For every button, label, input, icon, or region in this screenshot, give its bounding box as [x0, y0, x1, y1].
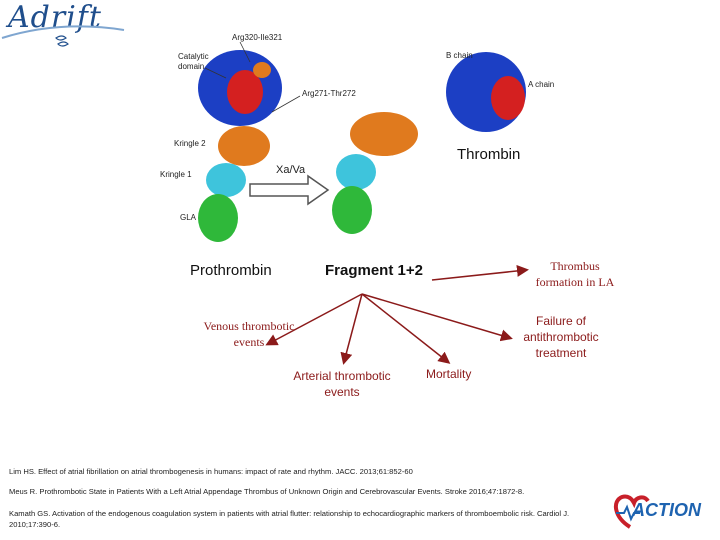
arrow-to-mortality	[362, 294, 448, 362]
action-logo-text: ACTION	[632, 500, 701, 520]
gla-label: GLA	[180, 213, 197, 222]
reference-3: Kamath GS. Activation of the endogenous coagulation system in patients with atrial flutter: relationship to echocardiographic markers of thromboembolic risk. Cardiol J. 2010;17:390-6.	[9, 509, 570, 529]
thrombin-label: Thrombin	[457, 146, 521, 163]
kringle2-label: Kringle 2	[174, 139, 206, 148]
fragment-gla-blob	[332, 186, 372, 234]
catalytic-line-1: Catalytic	[178, 52, 209, 61]
catalytic-domain-label	[178, 52, 209, 72]
thrombin-a-chain-blob	[491, 76, 525, 120]
thrombin-molecule	[446, 52, 526, 132]
prothrombin-label: Prothrombin	[190, 262, 272, 279]
prothrombin-molecule	[198, 50, 282, 242]
fragment-molecule	[332, 112, 418, 234]
arrow-to-arterial	[344, 294, 362, 362]
gla-blob	[198, 194, 238, 242]
a-chain-label: A chain	[528, 80, 555, 89]
kringle1-label: Kringle 1	[160, 170, 192, 179]
arterial-events-label: Arterial thrombotic events	[293, 369, 391, 399]
thrombus-formation-label: Thrombus formation in LA	[535, 259, 615, 289]
b-chain-label: B chain	[446, 51, 473, 60]
reference-1: Lim HS. Effect of atrial fibrillation on atrial thrombogenesis in humans: impact of rate and rhythm. JACC. 2013;61:852-60	[9, 467, 413, 476]
arrow-to-thrombus	[432, 270, 526, 280]
fragment-label: Fragment 1+2	[325, 262, 423, 279]
reference-2: Meus R. Prothrombotic State in Patients With a Left Atrial Appendage Thrombus of Unknown Origin and Cerebrovascular Events. Stroke 2016;47:1872-8.	[9, 487, 525, 496]
arg271-label: Arg271-Thr272	[302, 89, 356, 98]
fragment-kringle1-blob	[336, 154, 376, 190]
arg320-label: Arg320-Ile321	[232, 33, 283, 42]
xa-va-arrow-icon	[250, 176, 328, 204]
venous-events-label: Venous thrombotic events	[203, 319, 295, 349]
mortality-label: Mortality	[426, 367, 472, 381]
kringle1-blob	[206, 163, 246, 197]
arrow-to-failure	[362, 294, 510, 338]
xa-va-label: Xa/Va	[276, 164, 306, 176]
treatment-failure-label: Failure of antithrombotic treatment	[523, 314, 599, 360]
catalytic-line-2: domain	[178, 62, 205, 71]
adrift-logo-text: Adrift	[8, 0, 102, 35]
action-logo	[610, 487, 714, 533]
fragment-kringle2-blob	[350, 112, 418, 156]
kringle2-blob	[218, 126, 270, 166]
catalytic-orange-spot	[253, 62, 271, 78]
